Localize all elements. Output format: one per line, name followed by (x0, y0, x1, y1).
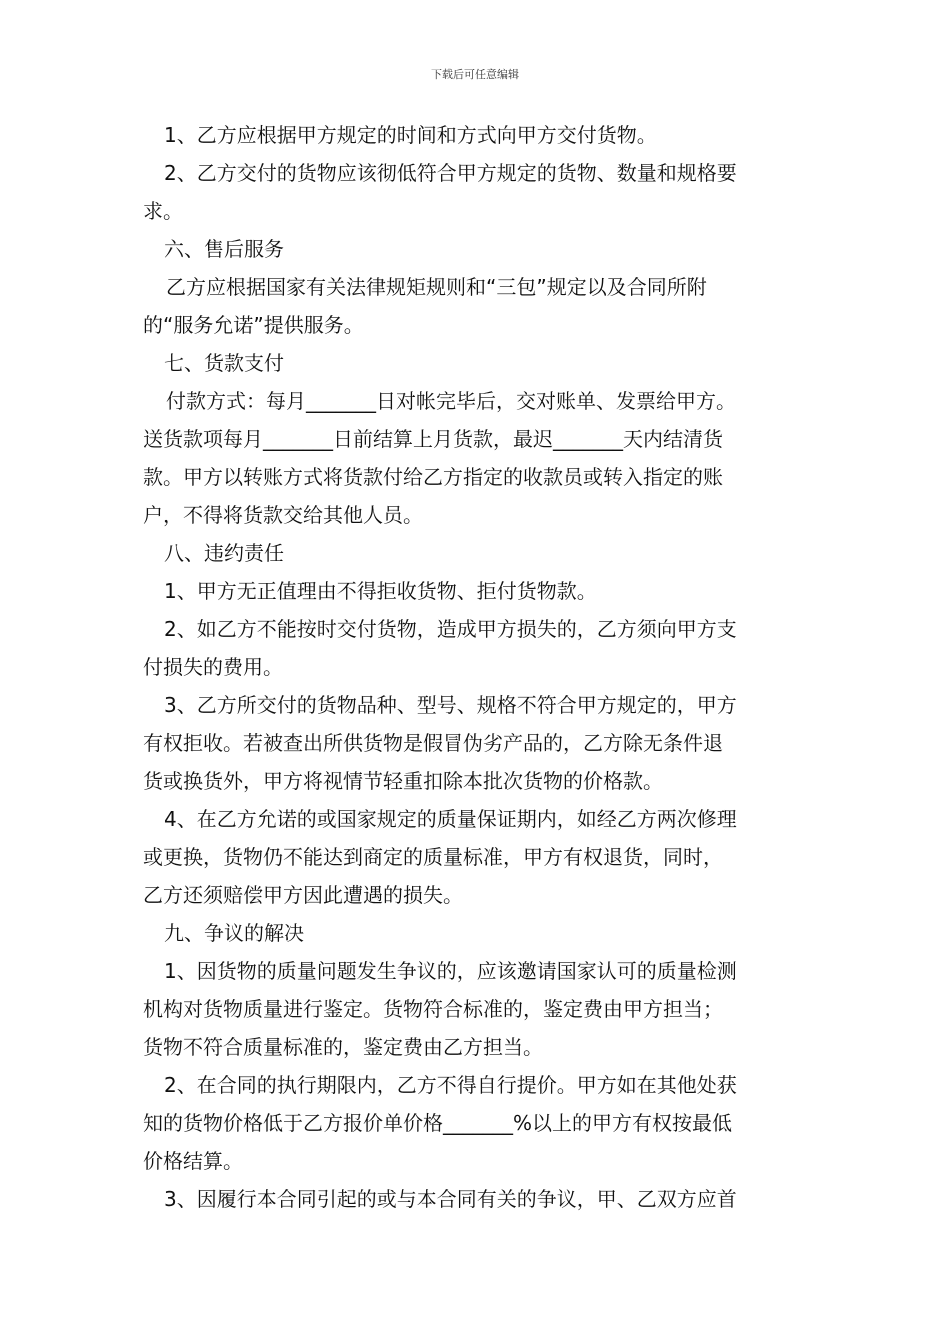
text-line: 七、货款支付 (164, 351, 284, 375)
text-line: 1、因货物的质量问题发生争议的，应该邀请国家认可的质量检测 (164, 959, 737, 983)
text-line: 送货款项每月_______日前结算上月货款，最迟_______天内结清货 (143, 427, 723, 451)
text-line: 2、在合同的执行期限内，乙方不得自行提价。甲方如在其他处获 (164, 1073, 737, 1097)
text-line: 价格结算。 (143, 1149, 243, 1173)
text-line: 九、争议的解决 (164, 921, 304, 945)
text-line: 乙方应根据国家有关法律规矩规则和“三包”规定以及合同所附 (166, 275, 707, 299)
text-line: 1、乙方应根据甲方规定的时间和方式向甲方交付货物。 (164, 123, 657, 147)
text-line: 3、因履行本合同引起的或与本合同有关的争议，甲、乙双方应首 (164, 1187, 737, 1211)
text-line: 六、售后服务 (164, 237, 284, 261)
text-line: 有权拒收。若被查出所供货物是假冒伪劣产品的，乙方除无条件退 (143, 731, 723, 755)
text-line: 知的货物价格低于乙方报价单价格_______%以上的甲方有权按最低 (143, 1111, 733, 1135)
text-line: 机构对货物质量进行鉴定。货物符合标准的，鉴定费由甲方担当； (143, 997, 723, 1021)
text-line: 款。甲方以转账方式将货款付给乙方指定的收款员或转入指定的账 (143, 465, 723, 489)
text-line: 付损失的费用。 (143, 655, 283, 679)
text-line: 2、如乙方不能按时交付货物，造成甲方损失的，乙方须向甲方支 (164, 617, 737, 641)
text-line: 乙方还须赔偿甲方因此遭遇的损失。 (143, 883, 463, 907)
page-header: 下载后可任意编辑 (431, 68, 519, 81)
text-line: 2、乙方交付的货物应该彻低符合甲方规定的货物、数量和规格要 (164, 161, 737, 185)
text-line: 八、违约责任 (164, 541, 284, 565)
text-line: 4、在乙方允诺的或国家规定的质量保证期内，如经乙方两次修理 (164, 807, 737, 831)
text-line: 或更换，货物仍不能达到商定的质量标准，甲方有权退货，同时， (143, 845, 723, 869)
text-line: 求。 (143, 199, 183, 223)
document-body (143, 116, 811, 1218)
text-line: 货物不符合质量标准的，鉴定费由乙方担当。 (143, 1035, 543, 1059)
text-line: 的“服务允诺”提供服务。 (143, 313, 364, 337)
text-line: 1、甲方无正值理由不得拒收货物、拒付货物款。 (164, 579, 597, 603)
text-line: 3、乙方所交付的货物品种、型号、规格不符合甲方规定的，甲方 (164, 693, 737, 717)
text-line: 货或换货外，甲方将视情节轻重扣除本批次货物的价格款。 (143, 769, 663, 793)
text-line: 付款方式：每月_______日对帐完毕后，交对账单、发票给甲方。 (166, 389, 736, 413)
text-line: 户，不得将货款交给其他人员。 (143, 503, 423, 527)
